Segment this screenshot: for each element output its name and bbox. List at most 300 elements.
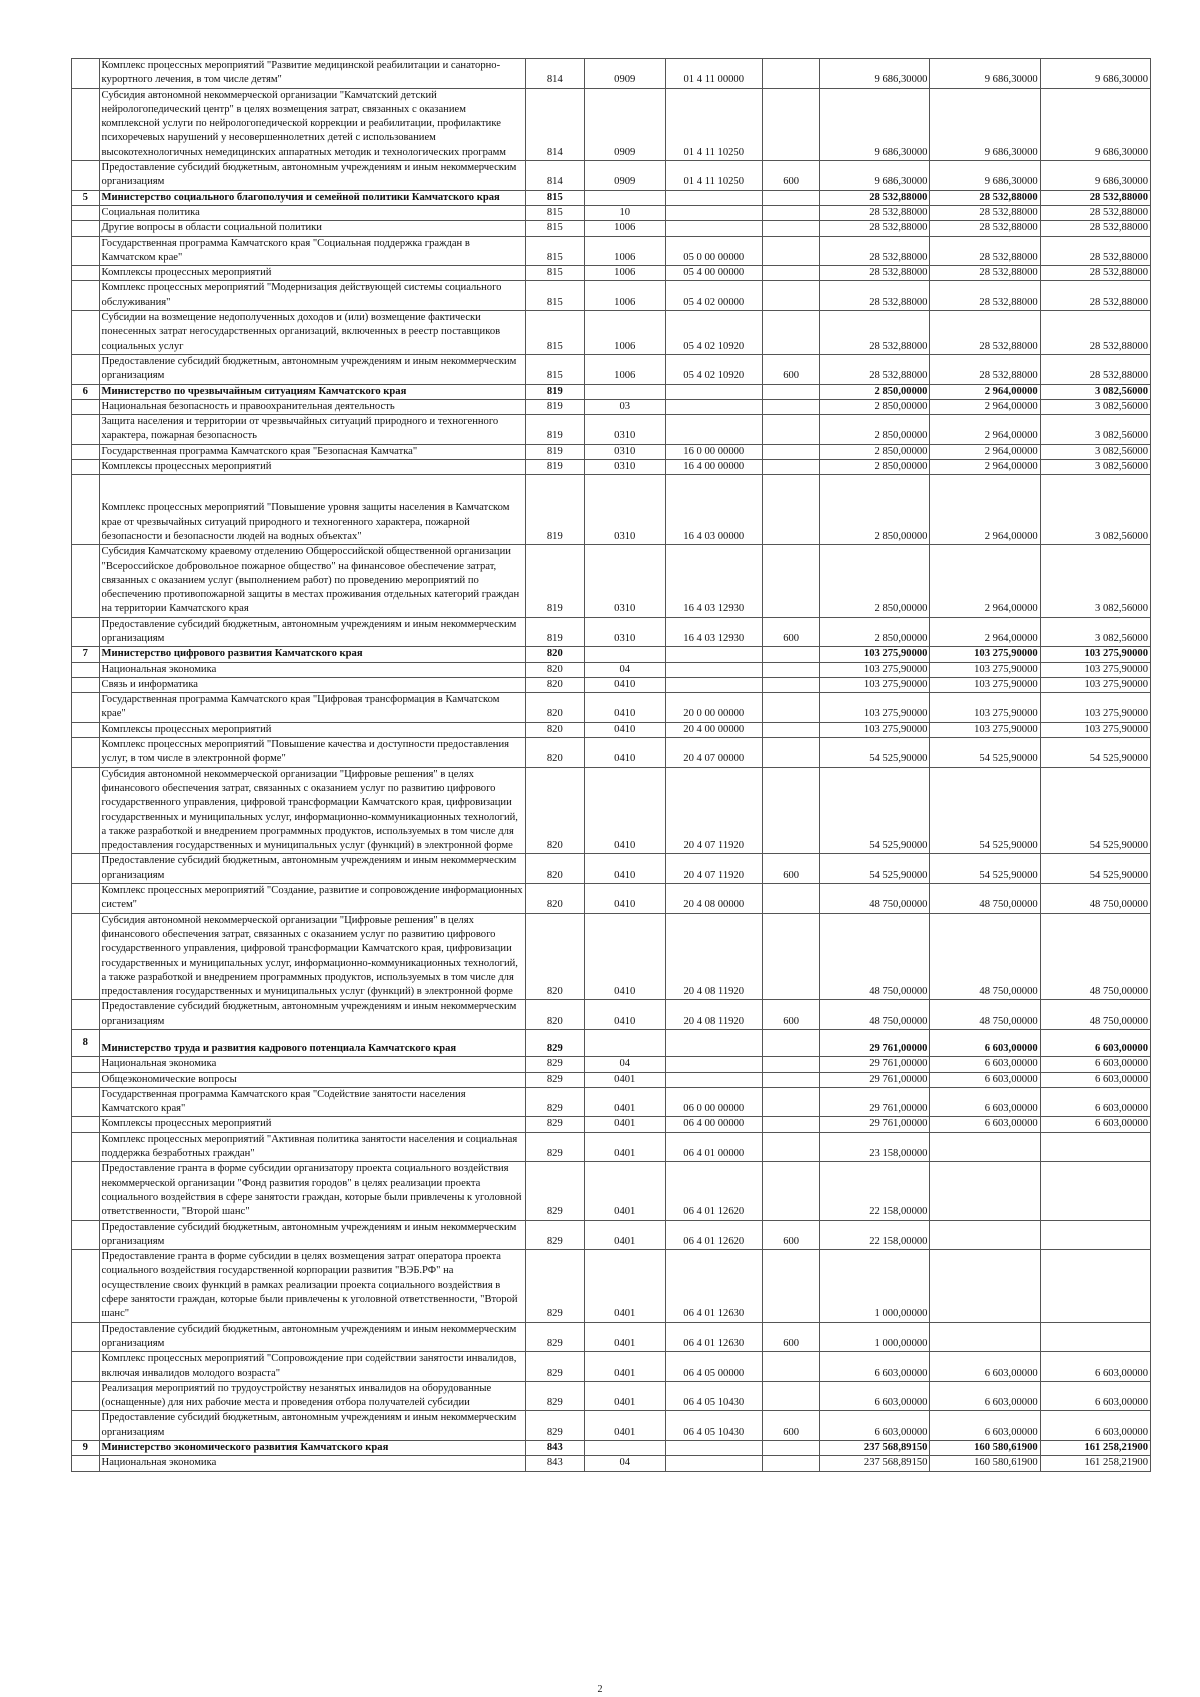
amount-year-2: 54 525,90000 [930, 767, 1040, 854]
amount-year-1: 28 532,88000 [820, 236, 930, 266]
row-number [72, 1132, 100, 1162]
table-row [72, 266, 1151, 281]
admin-code: 819 [525, 460, 584, 475]
target-article-code: 06 4 01 12620 [665, 1220, 763, 1250]
amount-year-3 [1040, 1322, 1150, 1352]
amount-year-2: 9 686,30000 [930, 59, 1040, 89]
target-article-code: 01 4 11 10250 [665, 88, 763, 160]
row-number [72, 311, 100, 355]
amount-year-2: 9 686,30000 [930, 88, 1040, 160]
admin-code: 815 [525, 236, 584, 266]
section-code: 0310 [584, 545, 665, 617]
table-row [72, 311, 1151, 355]
row-name: Предоставление гранта в форме субсидии организатору проекта социального воздействия некоммерческой организации "Фонд развития городов" в целях реализации проекта социального воздействия в сфере занятости граждан, которые были привлечены к уголовной ответственности, "Второй шанс" [99, 1162, 525, 1220]
amount-year-1: 29 761,00000 [820, 1057, 930, 1072]
amount-year-2: 28 532,88000 [930, 266, 1040, 281]
amount-year-1: 6 603,00000 [820, 1352, 930, 1382]
admin-code: 815 [525, 354, 584, 384]
row-name: Субсидии на возмещение недополученных доходов и (или) возмещение фактически понесенных затрат негосударственных организаций, включенных в реестр поставщиков социальных услуг [99, 311, 525, 355]
amount-year-1: 28 532,88000 [820, 205, 930, 220]
row-number: 6 [72, 384, 100, 399]
row-name: Комплексы процессных мероприятий [99, 460, 525, 475]
section-code: 0410 [584, 767, 665, 854]
row-name: Реализация мероприятий по трудоустройству незанятых инвалидов на оборудованные (оснащенные) для них рабочие места и проведения отбора получателей субсидии [99, 1381, 525, 1411]
expense-type-code [763, 205, 820, 220]
amount-year-3: 6 603,00000 [1040, 1352, 1150, 1382]
row-name: Комплекс процессных мероприятий "Развитие медицинской реабилитации и санаторно-курортного лечения, в том числе детям" [99, 59, 525, 89]
table-row [72, 236, 1151, 266]
row-name: Предоставление гранта в форме субсидии в целях возмещения затрат оператора проекта социального воздействия государственной корпорации развития "ВЭБ.РФ" на осуществление своих функций в рамках реализации проекта социального воздействия в сфере занятости граждан, которые были привлечены к уголовной ответственности, "Второй шанс" [99, 1250, 525, 1322]
admin-code: 815 [525, 281, 584, 311]
row-name: Предоставление субсидий бюджетным, автономным учреждениям и иным некоммерческим организациям [99, 161, 525, 191]
target-article-code: 20 4 07 11920 [665, 854, 763, 884]
expense-type-code [763, 1250, 820, 1322]
expense-type-code: 600 [763, 1220, 820, 1250]
expense-type-code [763, 1087, 820, 1117]
amount-year-3: 6 603,00000 [1040, 1030, 1150, 1057]
table-row [72, 354, 1151, 384]
amount-year-3: 48 750,00000 [1040, 884, 1150, 914]
amount-year-2: 28 532,88000 [930, 190, 1040, 205]
amount-year-1: 28 532,88000 [820, 190, 930, 205]
amount-year-2: 28 532,88000 [930, 354, 1040, 384]
amount-year-3: 28 532,88000 [1040, 354, 1150, 384]
amount-year-3: 3 082,56000 [1040, 399, 1150, 414]
section-code: 0310 [584, 475, 665, 545]
amount-year-1: 2 850,00000 [820, 545, 930, 617]
amount-year-1: 2 850,00000 [820, 617, 930, 647]
admin-code: 815 [525, 190, 584, 205]
admin-code: 829 [525, 1132, 584, 1162]
amount-year-1: 2 850,00000 [820, 415, 930, 445]
row-name: Субсидия автономной некоммерческой организации "Камчатский детский нейрологопедический центр" в целях возмещения затрат, связанных с оказанием комплексной услуги по нейрологопедической коррекции и реабилитации, профилактике психоречевых нарушений у несовершеннолетних детей с использованием высокотехнологичных немедицинских аппаратных методик и технологических программ [99, 88, 525, 160]
expense-type-code [763, 1441, 820, 1456]
amount-year-3 [1040, 1220, 1150, 1250]
amount-year-2 [930, 1220, 1040, 1250]
expense-type-code [763, 738, 820, 768]
amount-year-3: 28 532,88000 [1040, 221, 1150, 236]
expense-type-code [763, 545, 820, 617]
target-article-code [665, 647, 763, 662]
amount-year-1: 48 750,00000 [820, 1000, 930, 1030]
amount-year-2: 48 750,00000 [930, 884, 1040, 914]
amount-year-1: 2 850,00000 [820, 399, 930, 414]
amount-year-1: 23 158,00000 [820, 1132, 930, 1162]
target-article-code [665, 677, 763, 692]
section-code: 0310 [584, 460, 665, 475]
admin-code: 829 [525, 1352, 584, 1382]
section-code [584, 384, 665, 399]
target-article-code: 06 4 01 00000 [665, 1132, 763, 1162]
admin-code: 814 [525, 59, 584, 89]
admin-code: 820 [525, 913, 584, 1000]
ministry-row [72, 647, 1151, 662]
admin-code: 820 [525, 677, 584, 692]
section-code: 1006 [584, 266, 665, 281]
row-number [72, 88, 100, 160]
row-name: Министерство экономического развития Камчатского края [99, 1441, 525, 1456]
table-row [72, 281, 1151, 311]
row-number [72, 1162, 100, 1220]
row-name: Комплексы процессных мероприятий [99, 722, 525, 737]
amount-year-3: 54 525,90000 [1040, 738, 1150, 768]
row-number [72, 475, 100, 545]
row-number: 9 [72, 1441, 100, 1456]
amount-year-2: 28 532,88000 [930, 221, 1040, 236]
admin-code: 819 [525, 444, 584, 459]
table-row [72, 693, 1151, 723]
table-row [72, 460, 1151, 475]
amount-year-1: 29 761,00000 [820, 1087, 930, 1117]
admin-code: 829 [525, 1057, 584, 1072]
amount-year-1: 6 603,00000 [820, 1411, 930, 1441]
admin-code: 815 [525, 311, 584, 355]
table-row [72, 1220, 1151, 1250]
row-name: Предоставление субсидий бюджетным, автономным учреждениям и иным некоммерческим организациям [99, 1322, 525, 1352]
admin-code: 829 [525, 1411, 584, 1441]
expense-type-code [763, 677, 820, 692]
expense-type-code [763, 1352, 820, 1382]
amount-year-1: 29 761,00000 [820, 1030, 930, 1057]
amount-year-2: 2 964,00000 [930, 384, 1040, 399]
row-number [72, 444, 100, 459]
section-code: 0410 [584, 722, 665, 737]
admin-code: 820 [525, 647, 584, 662]
row-number: 5 [72, 190, 100, 205]
table-row [72, 1322, 1151, 1352]
amount-year-2 [930, 1132, 1040, 1162]
target-article-code: 05 4 02 10920 [665, 311, 763, 355]
amount-year-2: 103 275,90000 [930, 647, 1040, 662]
amount-year-3: 103 275,90000 [1040, 722, 1150, 737]
row-name: Комплекс процессных мероприятий "Повышение качества и доступности предоставления услуг, в том числе в электронной форме" [99, 738, 525, 768]
budget-table [71, 58, 1151, 1472]
expense-type-code: 600 [763, 354, 820, 384]
row-name: Государственная программа Камчатского края "Цифровая трансформация в Камчатском крае" [99, 693, 525, 723]
section-code: 0401 [584, 1250, 665, 1322]
row-name: Национальная экономика [99, 1456, 525, 1471]
amount-year-1: 28 532,88000 [820, 266, 930, 281]
section-code: 0310 [584, 617, 665, 647]
row-name: Предоставление субсидий бюджетным, автономным учреждениям и иным некоммерческим организациям [99, 1220, 525, 1250]
admin-code: 829 [525, 1117, 584, 1132]
row-number [72, 266, 100, 281]
amount-year-1: 2 850,00000 [820, 475, 930, 545]
amount-year-2: 54 525,90000 [930, 854, 1040, 884]
row-number [72, 1352, 100, 1382]
amount-year-2: 2 964,00000 [930, 415, 1040, 445]
admin-code: 820 [525, 1000, 584, 1030]
section-code: 0410 [584, 913, 665, 1000]
target-article-code [665, 1441, 763, 1456]
table-row [72, 767, 1151, 854]
target-article-code: 16 4 03 12930 [665, 545, 763, 617]
section-code: 04 [584, 662, 665, 677]
amount-year-2: 48 750,00000 [930, 1000, 1040, 1030]
row-name: Национальная экономика [99, 1057, 525, 1072]
section-code: 0410 [584, 854, 665, 884]
amount-year-2: 28 532,88000 [930, 205, 1040, 220]
section-code: 0410 [584, 693, 665, 723]
row-number [72, 1322, 100, 1352]
amount-year-1: 29 761,00000 [820, 1117, 930, 1132]
amount-year-1: 103 275,90000 [820, 693, 930, 723]
admin-code: 819 [525, 545, 584, 617]
row-name: Министерство социального благополучия и семейной политики Камчатского края [99, 190, 525, 205]
table-row [72, 1456, 1151, 1471]
amount-year-2 [930, 1162, 1040, 1220]
amount-year-3: 28 532,88000 [1040, 236, 1150, 266]
amount-year-1: 9 686,30000 [820, 161, 930, 191]
target-article-code [665, 662, 763, 677]
amount-year-2: 103 275,90000 [930, 662, 1040, 677]
section-code: 10 [584, 205, 665, 220]
table-row [72, 738, 1151, 768]
amount-year-3: 28 532,88000 [1040, 311, 1150, 355]
table-row [72, 1250, 1151, 1322]
row-number [72, 1087, 100, 1117]
amount-year-1: 103 275,90000 [820, 647, 930, 662]
admin-code: 829 [525, 1220, 584, 1250]
amount-year-3: 54 525,90000 [1040, 767, 1150, 854]
row-name: Общеэкономические вопросы [99, 1072, 525, 1087]
amount-year-1: 9 686,30000 [820, 59, 930, 89]
amount-year-1: 28 532,88000 [820, 311, 930, 355]
row-name: Государственная программа Камчатского края "Содействие занятости населения Камчатского края" [99, 1087, 525, 1117]
expense-type-code [763, 1030, 820, 1057]
row-number [72, 236, 100, 266]
amount-year-3: 103 275,90000 [1040, 662, 1150, 677]
row-number [72, 738, 100, 768]
admin-code: 815 [525, 221, 584, 236]
target-article-code: 20 0 00 00000 [665, 693, 763, 723]
target-article-code: 20 4 07 11920 [665, 767, 763, 854]
section-code: 1006 [584, 354, 665, 384]
row-name: Комплекс процессных мероприятий "Сопровождение при содействии занятости инвалидов, включая инвалидов молодого возраста" [99, 1352, 525, 1382]
table-row [72, 1087, 1151, 1117]
table-row [72, 1162, 1151, 1220]
expense-type-code [763, 399, 820, 414]
expense-type-code [763, 415, 820, 445]
table-row [72, 884, 1151, 914]
table-row [72, 662, 1151, 677]
admin-code: 819 [525, 475, 584, 545]
admin-code: 820 [525, 693, 584, 723]
target-article-code: 20 4 00 00000 [665, 722, 763, 737]
amount-year-2: 6 603,00000 [930, 1087, 1040, 1117]
row-number [72, 913, 100, 1000]
amount-year-3: 3 082,56000 [1040, 545, 1150, 617]
expense-type-code [763, 59, 820, 89]
amount-year-3: 28 532,88000 [1040, 205, 1150, 220]
admin-code: 829 [525, 1162, 584, 1220]
section-code: 0401 [584, 1352, 665, 1382]
row-name: Комплекс процессных мероприятий "Активная политика занятости населения и социальная поддержка безработных граждан" [99, 1132, 525, 1162]
admin-code: 820 [525, 722, 584, 737]
admin-code: 829 [525, 1250, 584, 1322]
amount-year-3: 6 603,00000 [1040, 1057, 1150, 1072]
table-row [72, 1117, 1151, 1132]
admin-code: 814 [525, 161, 584, 191]
admin-code: 829 [525, 1072, 584, 1087]
table-row [72, 913, 1151, 1000]
row-name: Министерство по чрезвычайным ситуациям Камчатского края [99, 384, 525, 399]
section-code: 0310 [584, 415, 665, 445]
amount-year-1: 28 532,88000 [820, 281, 930, 311]
row-number [72, 884, 100, 914]
row-name: Связь и информатика [99, 677, 525, 692]
row-number [72, 1250, 100, 1322]
row-name: Министерство труда и развития кадрового потенциала Камчатского края [99, 1030, 525, 1057]
row-number [72, 1381, 100, 1411]
admin-code: 843 [525, 1456, 584, 1471]
target-article-code: 06 4 05 00000 [665, 1352, 763, 1382]
expense-type-code [763, 266, 820, 281]
amount-year-2: 2 964,00000 [930, 475, 1040, 545]
expense-type-code [763, 236, 820, 266]
amount-year-2: 6 603,00000 [930, 1411, 1040, 1441]
row-name: Министерство цифрового развития Камчатского края [99, 647, 525, 662]
target-article-code [665, 190, 763, 205]
amount-year-3: 48 750,00000 [1040, 1000, 1150, 1030]
section-code: 0909 [584, 88, 665, 160]
row-number [72, 399, 100, 414]
expense-type-code [763, 475, 820, 545]
amount-year-3: 6 603,00000 [1040, 1411, 1150, 1441]
section-code: 0401 [584, 1072, 665, 1087]
target-article-code [665, 1030, 763, 1057]
admin-code: 819 [525, 617, 584, 647]
ministry-row [72, 1030, 1151, 1057]
admin-code: 820 [525, 767, 584, 854]
target-article-code: 16 4 00 00000 [665, 460, 763, 475]
amount-year-2: 54 525,90000 [930, 738, 1040, 768]
row-number [72, 59, 100, 89]
target-article-code: 06 0 00 00000 [665, 1087, 763, 1117]
amount-year-2: 6 603,00000 [930, 1057, 1040, 1072]
row-name: Комплекс процессных мероприятий "Создание, развитие и сопровождение информационных систем" [99, 884, 525, 914]
amount-year-1: 22 158,00000 [820, 1220, 930, 1250]
amount-year-3: 9 686,30000 [1040, 59, 1150, 89]
amount-year-3: 103 275,90000 [1040, 647, 1150, 662]
row-name: Субсидия автономной некоммерческой организации "Цифровые решения" в целях финансового обеспечения затрат, связанных с оказанием услуг по развитию цифрового государственного управления, цифровой трансформации Камчатского края, цифровизации государственных и муниципальных услуг, информационно-коммуникационных технологий, а также разработкой и внедрением программных продуктов, используемых в том числе для предоставления государственных и муниципальных услуг (функций) в электронной форме [99, 767, 525, 854]
amount-year-1: 28 532,88000 [820, 221, 930, 236]
row-number [72, 1117, 100, 1132]
amount-year-2: 6 603,00000 [930, 1072, 1040, 1087]
admin-code: 820 [525, 738, 584, 768]
amount-year-1: 237 568,89150 [820, 1456, 930, 1471]
table-row [72, 1072, 1151, 1087]
amount-year-2 [930, 1250, 1040, 1322]
row-name: Предоставление субсидий бюджетным, автономным учреждениям и иным некоммерческим организациям [99, 1411, 525, 1441]
amount-year-2: 6 603,00000 [930, 1117, 1040, 1132]
admin-code: 829 [525, 1087, 584, 1117]
target-article-code: 01 4 11 10250 [665, 161, 763, 191]
section-code: 0410 [584, 1000, 665, 1030]
expense-type-code [763, 662, 820, 677]
row-name: Комплексы процессных мероприятий [99, 1117, 525, 1132]
row-name: Национальная безопасность и правоохранительная деятельность [99, 399, 525, 414]
target-article-code: 20 4 08 00000 [665, 884, 763, 914]
expense-type-code [763, 884, 820, 914]
target-article-code [665, 1456, 763, 1471]
row-number: 7 [72, 647, 100, 662]
amount-year-1: 9 686,30000 [820, 88, 930, 160]
section-code: 0401 [584, 1381, 665, 1411]
amount-year-1: 1 000,00000 [820, 1322, 930, 1352]
section-code: 0909 [584, 161, 665, 191]
amount-year-3 [1040, 1250, 1150, 1322]
target-article-code: 05 4 00 00000 [665, 266, 763, 281]
expense-type-code [763, 1456, 820, 1471]
amount-year-1: 237 568,89150 [820, 1441, 930, 1456]
section-code: 0401 [584, 1411, 665, 1441]
amount-year-3: 6 603,00000 [1040, 1117, 1150, 1132]
target-article-code [665, 205, 763, 220]
row-number: 8 [72, 1030, 100, 1057]
admin-code: 829 [525, 1030, 584, 1057]
amount-year-3: 54 525,90000 [1040, 854, 1150, 884]
amount-year-3: 3 082,56000 [1040, 444, 1150, 459]
row-number [72, 354, 100, 384]
section-code: 1006 [584, 221, 665, 236]
row-number [72, 221, 100, 236]
expense-type-code [763, 722, 820, 737]
amount-year-2: 28 532,88000 [930, 236, 1040, 266]
row-number [72, 854, 100, 884]
amount-year-2: 28 532,88000 [930, 281, 1040, 311]
expense-type-code: 600 [763, 161, 820, 191]
amount-year-3: 3 082,56000 [1040, 415, 1150, 445]
table-row [72, 545, 1151, 617]
amount-year-1: 28 532,88000 [820, 354, 930, 384]
amount-year-3: 28 532,88000 [1040, 281, 1150, 311]
amount-year-1: 48 750,00000 [820, 884, 930, 914]
admin-code: 815 [525, 266, 584, 281]
row-number [72, 1072, 100, 1087]
amount-year-2: 48 750,00000 [930, 913, 1040, 1000]
amount-year-1: 103 275,90000 [820, 677, 930, 692]
row-name: Другие вопросы в области социальной политики [99, 221, 525, 236]
table-row [72, 88, 1151, 160]
expense-type-code [763, 913, 820, 1000]
table-row [72, 444, 1151, 459]
target-article-code: 06 4 05 10430 [665, 1381, 763, 1411]
section-code [584, 1441, 665, 1456]
amount-year-3: 6 603,00000 [1040, 1087, 1150, 1117]
target-article-code: 01 4 11 00000 [665, 59, 763, 89]
table-row [72, 415, 1151, 445]
target-article-code [665, 1057, 763, 1072]
expense-type-code [763, 384, 820, 399]
amount-year-3: 6 603,00000 [1040, 1072, 1150, 1087]
target-article-code: 05 0 00 00000 [665, 236, 763, 266]
row-number [72, 1000, 100, 1030]
row-number [72, 205, 100, 220]
amount-year-3: 3 082,56000 [1040, 460, 1150, 475]
row-name: Комплекс процессных мероприятий "Модернизация действующей системы социального обслуживания" [99, 281, 525, 311]
table-row [72, 1132, 1151, 1162]
section-code: 04 [584, 1057, 665, 1072]
table-row [72, 221, 1151, 236]
table-row [72, 1352, 1151, 1382]
table-row [72, 677, 1151, 692]
admin-code: 820 [525, 884, 584, 914]
amount-year-2: 103 275,90000 [930, 693, 1040, 723]
row-name: Субсидия Камчатскому краевому отделению Общероссийской общественной организации "Всероссийское добровольное пожарное общество" на финансовое обеспечение затрат, связанных с оказанием услуг (выполнением работ) по проведению мероприятий по обеспечению противопожарной защиты в местах проживания отдельных категорий граждан на территории Камчатского края [99, 545, 525, 617]
target-article-code [665, 415, 763, 445]
expense-type-code [763, 1057, 820, 1072]
